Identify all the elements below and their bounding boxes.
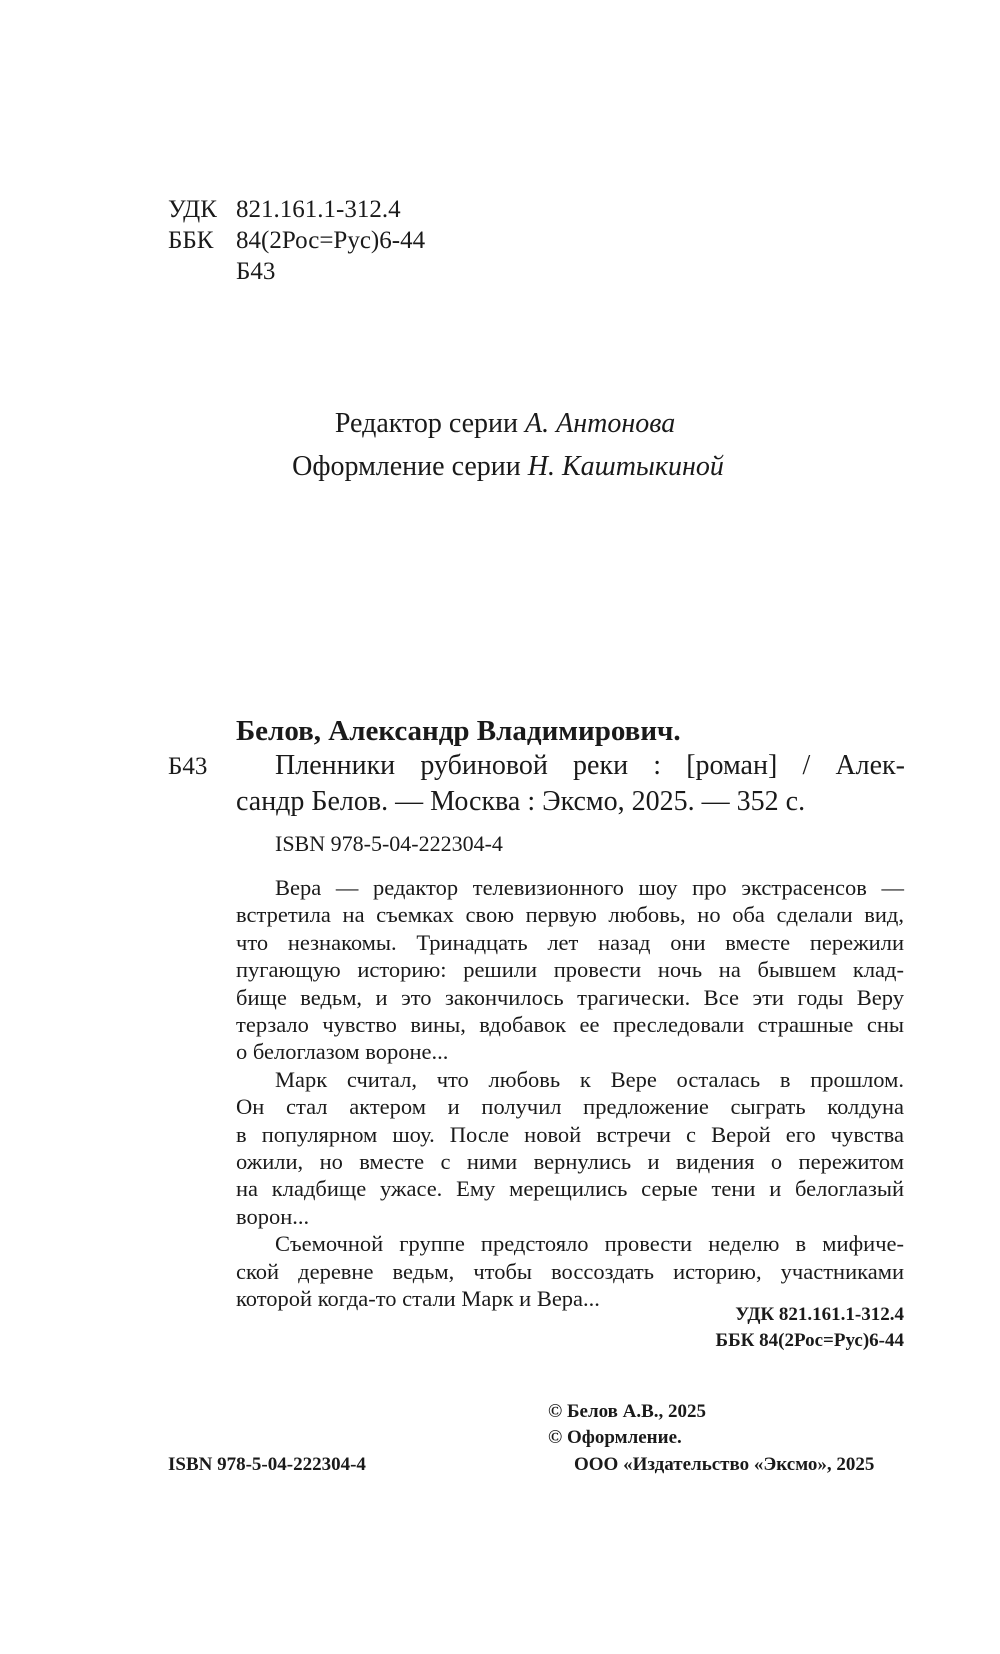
copyright-author: © Белов А.В., 2025 xyxy=(548,1401,707,1422)
series-editor-line xyxy=(0,407,1000,441)
copyright-design: © Оформление. xyxy=(548,1427,682,1448)
bbk-code-bottom: ББК 84(2Рос=Рус)6-44 xyxy=(715,1330,904,1351)
udk-code-bottom: УДК 821.161.1-312.4 xyxy=(735,1304,904,1325)
annotation-line: Марк считал, что любовь к Вере осталась в прошлом. xyxy=(275,1067,904,1092)
udk-code-top xyxy=(168,195,401,225)
annotation-line: пугающую историю: решили провести ночь на бывшем клад- xyxy=(236,957,904,982)
annotation-line: терзало чувство вины, вдобавок ее преследовали страшные сны xyxy=(236,1012,904,1037)
annotation-line: ской деревне ведьм, чтобы воссоздать историю, участниками xyxy=(236,1259,904,1284)
annotation-line: на кладбище ужасе. Ему мерещились серые тени и белоглазый xyxy=(236,1176,904,1201)
bib-record-line-1: Пленники рубиновой реки : [роман] / Алек- xyxy=(275,750,905,781)
isbn-bottom: ISBN 978-5-04-222304-4 xyxy=(168,1454,366,1475)
annotation-line: Съемочной группе предстояло провести неделю в мифиче- xyxy=(275,1231,904,1256)
annotation-line: бище ведьм, и это закончилось трагически. Все эти годы Веру xyxy=(236,985,904,1010)
bbk-code-top xyxy=(168,226,425,256)
annotation-line: Вера — редактор телевизионного шоу про экстрасенсов — xyxy=(275,875,904,900)
bib-record-line-2: сандр Белов. — Москва : Эксмо, 2025. — 352 с. xyxy=(236,786,806,817)
annotation-line: ожили, но вместе с ними вернулись и видения о пережитом xyxy=(236,1149,904,1174)
annotation-line: в популярном шоу. После новой встречи с Верой его чувства xyxy=(236,1122,904,1147)
series-design-label: Оформление серии xyxy=(292,451,521,482)
isbn-record: ISBN 978-5-04-222304-4 xyxy=(275,831,503,856)
bbk-label: ББК xyxy=(168,227,214,254)
series-editor-name: А. Антонова xyxy=(525,408,676,439)
udk-label: УДК xyxy=(168,196,217,223)
annotation-line: о белоглазом вороне... xyxy=(236,1039,449,1064)
annotation-line: Он стал актером и получил предложение сыграть колдуна xyxy=(236,1094,904,1119)
author-heading: Белов, Александр Владимирович. xyxy=(236,715,681,747)
annotation-line: ворон... xyxy=(236,1204,310,1229)
udk-value: 821.161.1-312.4 xyxy=(236,196,401,223)
copyright-publisher: ООО «Издательство «Эксмо», 2025 xyxy=(574,1454,875,1475)
bbk-value: 84(2Рос=Рус)6-44 xyxy=(236,227,426,254)
series-design-name: Н. Каштыкиной xyxy=(527,451,724,482)
author-mark-bib: Б43 xyxy=(168,753,208,780)
series-editor-label: Редактор серии xyxy=(334,408,519,439)
author-mark-top: Б43 xyxy=(236,258,276,285)
series-design-line xyxy=(0,450,1000,484)
annotation-line: встретила на съемках свою первую любовь, но оба сделали вид, xyxy=(236,902,904,927)
annotation-line: что незнакомы. Тринадцать лет назад они вместе пережили xyxy=(236,930,904,955)
annotation-line: которой когда-то стали Марк и Вера... xyxy=(236,1286,600,1311)
